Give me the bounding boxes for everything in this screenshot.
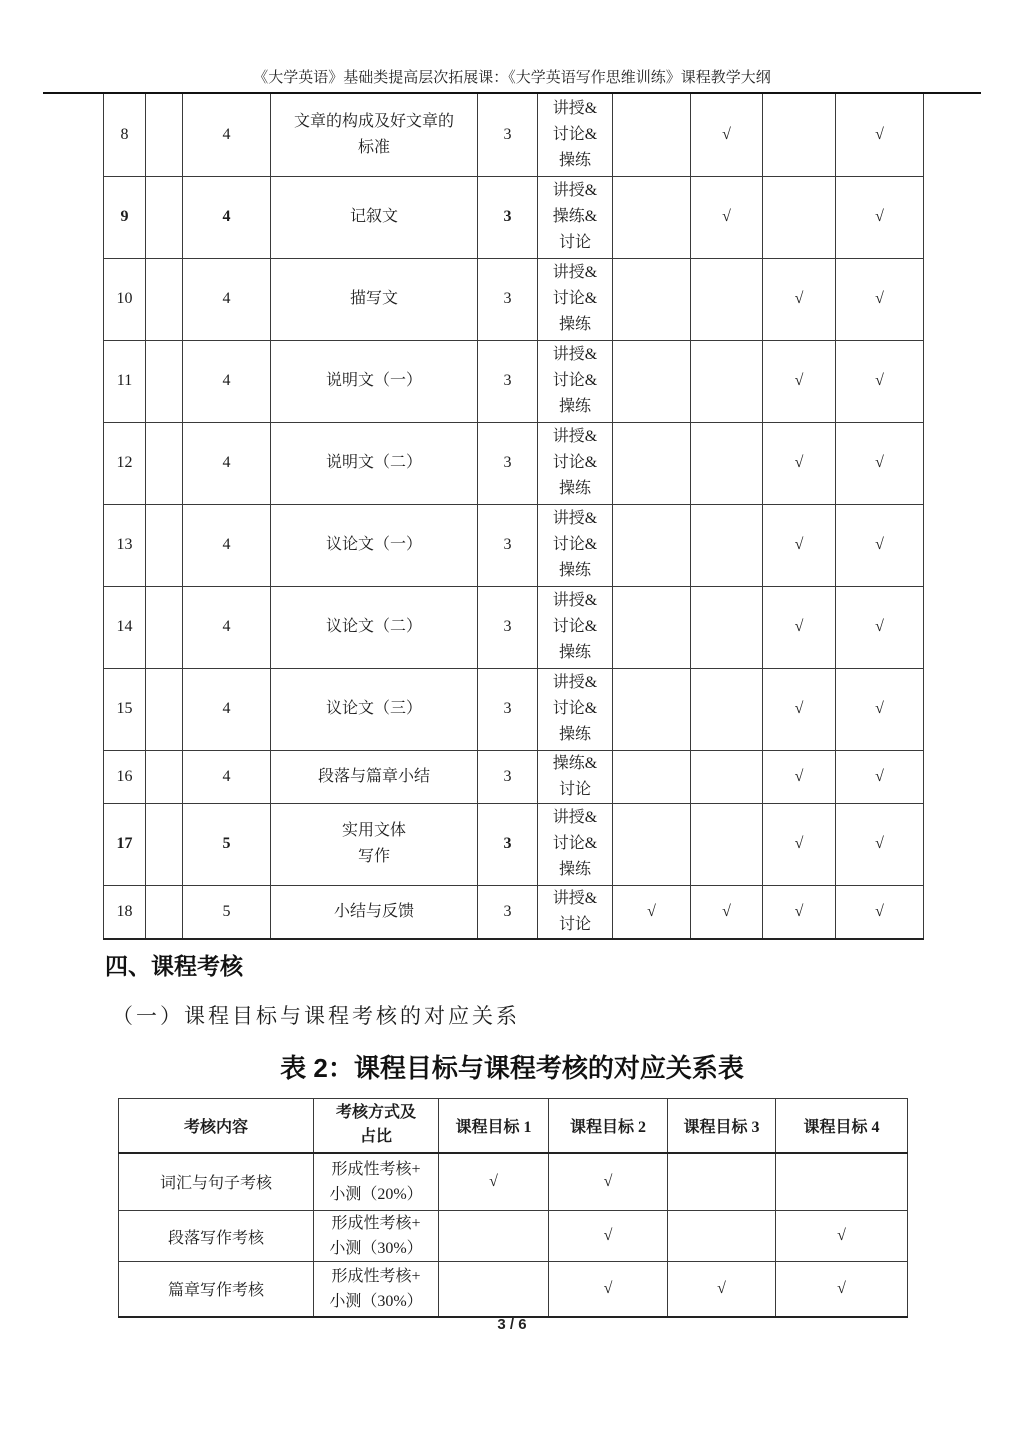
week-number-cell: 12 [104, 422, 146, 504]
assessment-method-cell-line: 形成性考核+ [331, 1267, 421, 1285]
unit-number-cell: 4 [183, 504, 271, 586]
checkmark-goal-3: √ [763, 668, 836, 750]
checkmark-goal-1: √ [613, 885, 691, 939]
schedule-row-10 [104, 258, 924, 340]
checkmark-goal-4: √ [836, 803, 924, 885]
checkmark-goal-3: √ [763, 422, 836, 504]
topic-cell-line: 文章的构成及好文章的 [293, 112, 454, 130]
teaching-method-cell-line: 讨论& [552, 125, 598, 143]
goal-1-empty-cell [439, 1211, 549, 1262]
teaching-method-cell-line: 操练 [558, 861, 591, 878]
checkmark-goal-2: √ [549, 1211, 668, 1262]
empty-cell [146, 885, 183, 939]
checkmark-goal-2: √ [691, 885, 763, 939]
assessment-header-row [119, 1099, 908, 1153]
checkmark-goal-2: √ [549, 1262, 668, 1317]
checkmark-goal-4: √ [836, 340, 924, 422]
assessment-row [119, 1153, 908, 1211]
goal-3-empty-cell [763, 176, 836, 258]
empty-cell [146, 750, 183, 803]
teaching-method-cell-line: 讲授& [552, 510, 598, 527]
teaching-method-cell-line: 讨论 [558, 234, 591, 251]
checkmark-goal-2: √ [691, 176, 763, 258]
teaching-method-cell [538, 176, 613, 258]
teaching-method-cell-line: 操练 [558, 480, 591, 497]
hours-cell: 3 [478, 94, 538, 176]
topic-cell-line: 说明文（一） [325, 372, 422, 389]
assessment-mapping-table [118, 1098, 908, 1318]
assessment-content-cell: 篇章写作考核 [119, 1262, 314, 1317]
hours-cell: 3 [478, 750, 538, 803]
topic-cell-line: 标准 [357, 138, 390, 156]
teaching-method-cell [538, 504, 613, 586]
topic-cell-line: 说明文（二） [325, 454, 422, 471]
checkmark-goal-3: √ [763, 258, 836, 340]
teaching-method-cell [538, 586, 613, 668]
assessment-header-cell-2-line: 占比 [359, 1128, 392, 1146]
topic-cell-line: 议论文（三） [325, 700, 422, 717]
unit-number-cell: 4 [183, 668, 271, 750]
goal-2-empty-cell [691, 668, 763, 750]
week-number-cell: 11 [104, 340, 146, 422]
topic-cell-line: 段落与篇章小结 [317, 767, 430, 785]
assessment-method-cell [314, 1262, 439, 1317]
hours-cell: 3 [478, 422, 538, 504]
checkmark-goal-4: √ [836, 885, 924, 939]
teaching-method-cell-line: 讲授& [552, 809, 598, 826]
empty-cell [146, 94, 183, 176]
empty-cell [146, 668, 183, 750]
assessment-method-cell-line: 形成性考核+ [331, 1215, 421, 1232]
hours-cell: 3 [478, 668, 538, 750]
unit-number-cell: 5 [183, 885, 271, 939]
assessment-header-cell-2 [314, 1099, 439, 1153]
schedule-row-11 [104, 340, 924, 422]
goal-4-empty-cell [776, 1153, 908, 1211]
checkmark-goal-4: √ [836, 750, 924, 803]
checkmark-goal-3: √ [763, 750, 836, 803]
goal-3-empty-cell [668, 1153, 776, 1211]
unit-number-cell: 4 [183, 586, 271, 668]
goal-2-empty-cell [691, 586, 763, 668]
checkmark-goal-3: √ [763, 340, 836, 422]
checkmark-goal-4: √ [776, 1211, 908, 1262]
unit-number-cell: 4 [183, 176, 271, 258]
unit-number-cell: 4 [183, 750, 271, 803]
goal-3-empty-cell [763, 94, 836, 176]
schedule-row-18 [104, 885, 924, 939]
goal-3-empty-cell [668, 1211, 776, 1262]
schedule-row-14 [104, 586, 924, 668]
teaching-method-cell-line: 讨论& [552, 700, 598, 717]
goal-2-empty-cell [691, 803, 763, 885]
teaching-method-cell [538, 422, 613, 504]
document-header-title: 《大学英语》基础类提高层次拓展课：《大学英语写作思维训练》课程教学大纲 [253, 69, 771, 86]
goal-2-empty-cell [691, 504, 763, 586]
hours-cell: 3 [478, 803, 538, 885]
schedule-row-13 [104, 504, 924, 586]
week-number-cell: 13 [104, 504, 146, 586]
topic-cell-line: 描写文 [349, 290, 398, 307]
assessment-method-cell-line: 小测（30%） [329, 1292, 423, 1310]
assessment-content-cell: 段落写作考核 [119, 1211, 314, 1262]
teaching-method-cell [538, 668, 613, 750]
teaching-method-cell-line: 讨论& [552, 372, 598, 389]
topic-cell [271, 668, 478, 750]
schedule-row-17 [104, 803, 924, 885]
assessment-method-cell-line: 小测（30%） [329, 1240, 423, 1257]
teaching-method-cell-line: 讨论& [552, 290, 598, 307]
hours-cell: 3 [478, 586, 538, 668]
teaching-method-cell-line: 操练 [558, 726, 591, 743]
topic-cell [271, 586, 478, 668]
checkmark-goal-3: √ [763, 586, 836, 668]
topic-cell [271, 803, 478, 885]
hours-cell: 3 [478, 885, 538, 939]
goal-2-empty-cell [691, 258, 763, 340]
teaching-method-cell-line: 讨论 [558, 915, 591, 933]
checkmark-goal-4: √ [836, 176, 924, 258]
week-number-cell: 16 [104, 750, 146, 803]
assessment-method-cell [314, 1153, 439, 1211]
goal-1-empty-cell [613, 668, 691, 750]
empty-cell [146, 422, 183, 504]
schedule-row-12 [104, 422, 924, 504]
unit-number-cell: 4 [183, 340, 271, 422]
hours-cell: 3 [478, 258, 538, 340]
teaching-method-cell [538, 258, 613, 340]
teaching-method-cell [538, 340, 613, 422]
goal-1-empty-cell [613, 258, 691, 340]
hours-cell: 3 [478, 176, 538, 258]
topic-cell [271, 258, 478, 340]
checkmark-goal-4: √ [836, 668, 924, 750]
subsection-heading-goal-mapping: （一）课程目标与课程考核的对应关系 [112, 1004, 520, 1028]
week-number-cell: 10 [104, 258, 146, 340]
hours-cell: 3 [478, 340, 538, 422]
topic-cell [271, 340, 478, 422]
topic-cell-line: 实用文体 [341, 822, 406, 839]
teaching-method-cell [538, 885, 613, 939]
unit-number-cell: 4 [183, 258, 271, 340]
checkmark-goal-2: √ [691, 94, 763, 176]
empty-cell [146, 340, 183, 422]
teaching-method-cell-line: 讲授& [552, 674, 598, 691]
teaching-method-cell-line: 讲授& [552, 592, 598, 609]
checkmark-goal-3: √ [668, 1262, 776, 1317]
week-number-cell: 8 [104, 94, 146, 176]
teaching-method-cell-line: 讨论& [552, 536, 598, 553]
page-number: 3 / 6 [497, 1316, 527, 1333]
empty-cell [146, 176, 183, 258]
checkmark-goal-4: √ [776, 1262, 908, 1317]
section-heading-assessment: 四、课程考核 [105, 953, 243, 979]
teaching-method-cell-line: 操练 [558, 562, 591, 579]
goal-1-empty-cell [439, 1262, 549, 1317]
topic-cell [271, 176, 478, 258]
checkmark-goal-4: √ [836, 586, 924, 668]
teaching-method-cell-line: 讨论& [552, 835, 598, 852]
checkmark-goal-4: √ [836, 258, 924, 340]
teaching-method-cell-line: 操练 [558, 316, 591, 333]
unit-number-cell: 4 [183, 422, 271, 504]
teaching-method-cell-line: 讨论& [552, 454, 598, 471]
week-number-cell: 18 [104, 885, 146, 939]
checkmark-goal-3: √ [763, 504, 836, 586]
assessment-method-cell [314, 1211, 439, 1262]
teaching-method-cell [538, 750, 613, 803]
teaching-method-cell-line: 讨论& [552, 618, 598, 635]
goal-1-empty-cell [613, 340, 691, 422]
goal-1-empty-cell [613, 422, 691, 504]
topic-cell-line: 议论文（一） [325, 536, 422, 553]
assessment-row [119, 1262, 908, 1317]
table2-title: 表 2：课程目标与课程考核的对应关系表 [280, 1053, 744, 1083]
assessment-header-cell-3: 课程目标 1 [439, 1099, 549, 1153]
schedule-row-15 [104, 668, 924, 750]
teaching-method-cell-line: 操练 [558, 151, 591, 169]
assessment-method-cell-line: 形成性考核+ [331, 1160, 421, 1178]
teaching-method-cell-line: 操练& [552, 208, 598, 225]
assessment-header-cell-6: 课程目标 4 [776, 1099, 908, 1153]
teaching-method-cell-line: 操练 [558, 398, 591, 415]
empty-cell [146, 504, 183, 586]
assessment-header-cell-1: 考核内容 [119, 1099, 314, 1153]
assessment-content-cell: 词汇与句子考核 [119, 1153, 314, 1211]
teaching-method-cell [538, 94, 613, 176]
goal-1-empty-cell [613, 586, 691, 668]
assessment-header-cell-2-line: 考核方式及 [335, 1104, 416, 1122]
unit-number-cell: 4 [183, 94, 271, 176]
goal-1-empty-cell [613, 803, 691, 885]
hours-cell: 3 [478, 504, 538, 586]
topic-cell-line: 写作 [357, 848, 390, 865]
empty-cell [146, 803, 183, 885]
topic-cell-line: 小结与反馈 [333, 902, 414, 920]
teaching-method-cell-line: 操练& [552, 754, 598, 772]
assessment-row [119, 1211, 908, 1262]
topic-cell-line: 议论文（二） [325, 618, 422, 635]
topic-cell-line: 记叙文 [349, 208, 398, 225]
week-number-cell: 14 [104, 586, 146, 668]
topic-cell [271, 94, 478, 176]
goal-1-empty-cell [613, 94, 691, 176]
course-schedule-table [103, 94, 924, 940]
goal-2-empty-cell [691, 422, 763, 504]
empty-cell [146, 258, 183, 340]
schedule-row-8 [104, 94, 924, 176]
checkmark-goal-4: √ [836, 504, 924, 586]
checkmark-goal-3: √ [763, 803, 836, 885]
schedule-row-16 [104, 750, 924, 803]
teaching-method-cell-line: 讲授& [552, 99, 598, 117]
teaching-method-cell-line: 讲授& [552, 182, 598, 199]
week-number-cell: 15 [104, 668, 146, 750]
assessment-header-cell-5: 课程目标 3 [668, 1099, 776, 1153]
teaching-method-cell-line: 讲授& [552, 889, 598, 907]
checkmark-goal-1: √ [439, 1153, 549, 1211]
goal-2-empty-cell [691, 750, 763, 803]
topic-cell [271, 504, 478, 586]
teaching-method-cell [538, 803, 613, 885]
checkmark-goal-4: √ [836, 422, 924, 504]
goal-1-empty-cell [613, 750, 691, 803]
teaching-method-cell-line: 讲授& [552, 428, 598, 445]
checkmark-goal-4: √ [836, 94, 924, 176]
teaching-method-cell-line: 讲授& [552, 264, 598, 281]
teaching-method-cell-line: 讲授& [552, 346, 598, 363]
topic-cell [271, 422, 478, 504]
checkmark-goal-3: √ [763, 885, 836, 939]
checkmark-goal-2: √ [549, 1153, 668, 1211]
goal-2-empty-cell [691, 340, 763, 422]
teaching-method-cell-line: 讨论 [558, 780, 591, 798]
week-number-cell: 17 [104, 803, 146, 885]
unit-number-cell: 5 [183, 803, 271, 885]
topic-cell [271, 750, 478, 803]
assessment-method-cell-line: 小测（20%） [329, 1185, 423, 1203]
goal-1-empty-cell [613, 504, 691, 586]
assessment-header-cell-4: 课程目标 2 [549, 1099, 668, 1153]
topic-cell [271, 885, 478, 939]
goal-1-empty-cell [613, 176, 691, 258]
week-number-cell: 9 [104, 176, 146, 258]
schedule-row-9 [104, 176, 924, 258]
teaching-method-cell-line: 操练 [558, 644, 591, 661]
empty-cell [146, 586, 183, 668]
